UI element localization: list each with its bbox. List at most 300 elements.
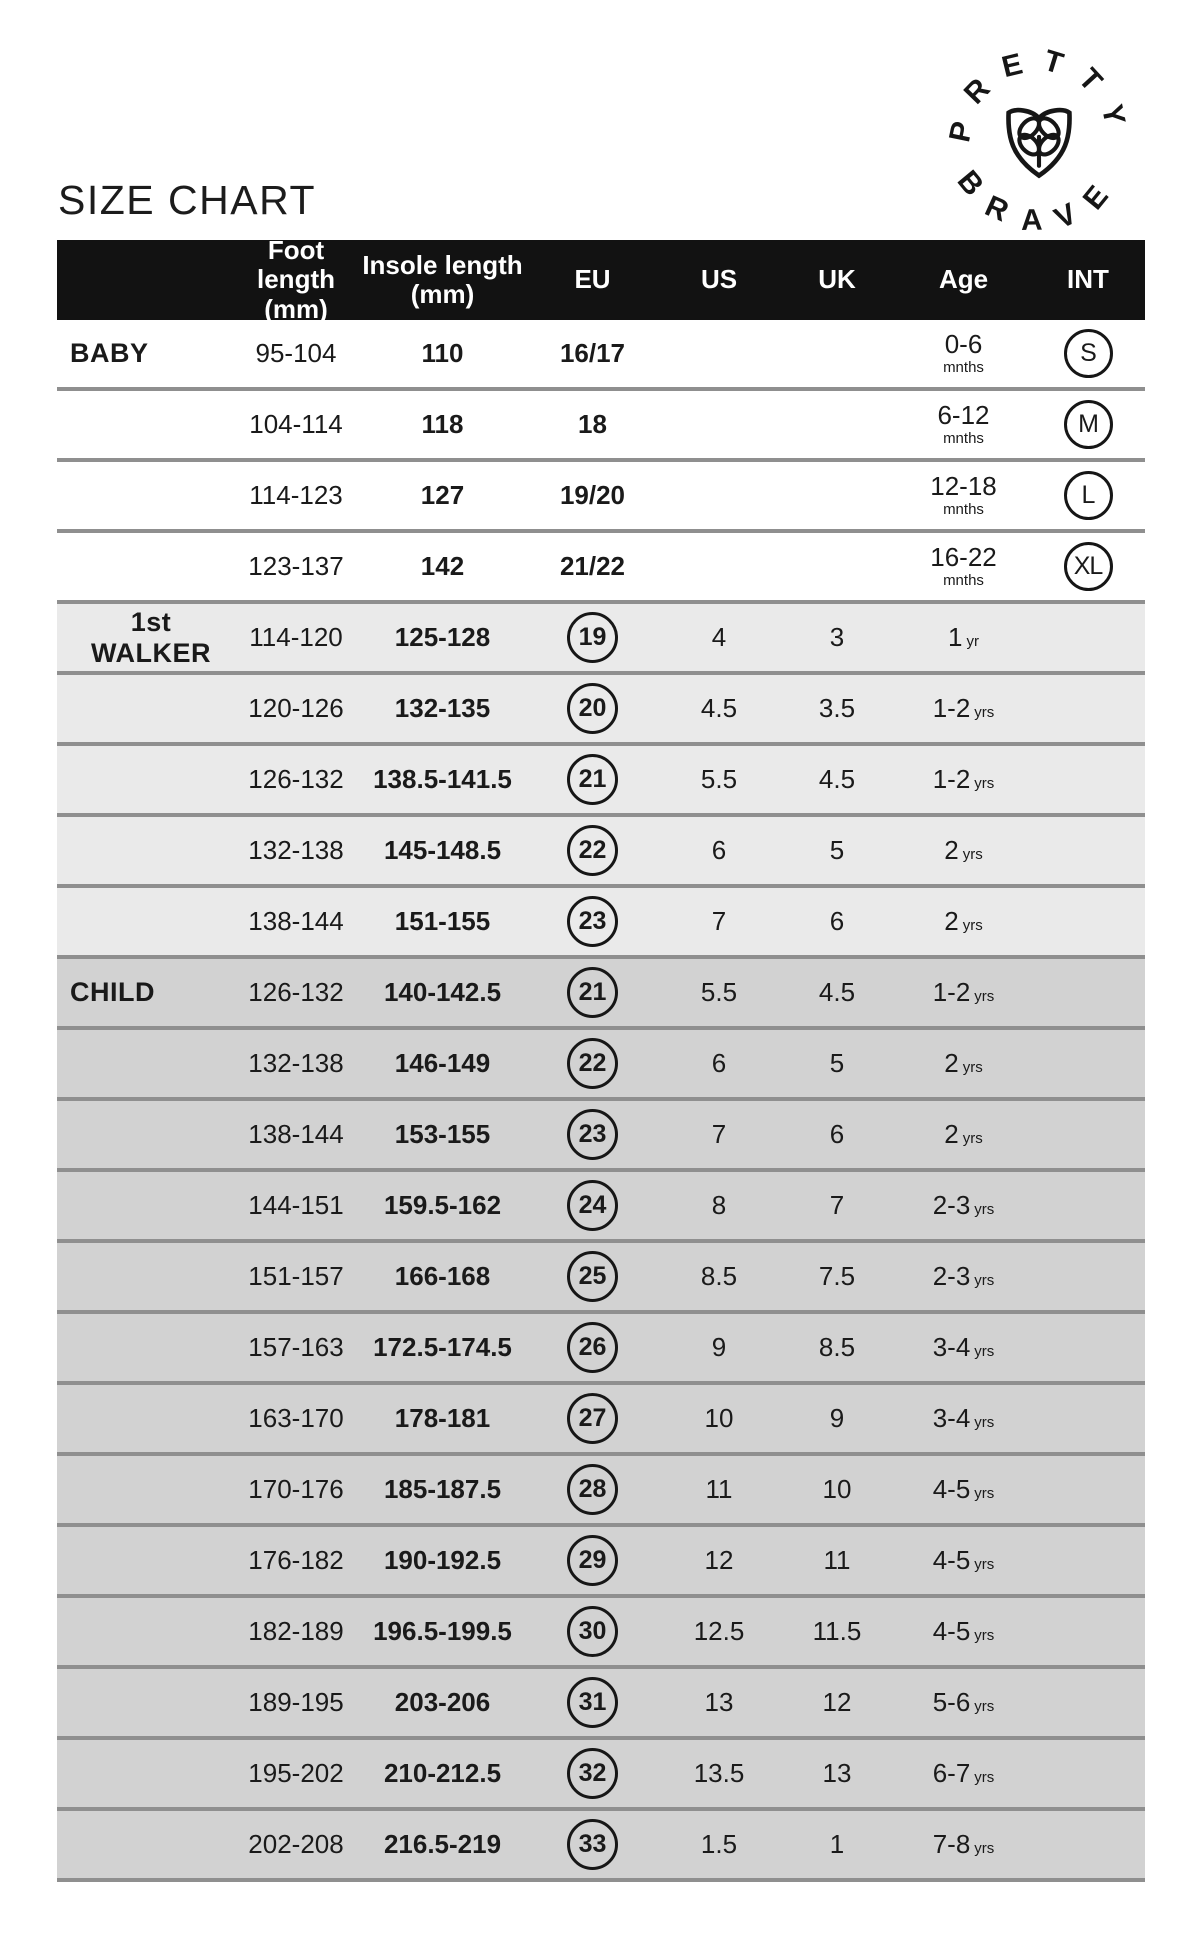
cell-uk-size: 12 — [822, 1687, 852, 1717]
cell-us-size: 1.5 — [700, 1829, 738, 1859]
cell-section-label — [57, 1030, 232, 1097]
cell-insole-length: 166-168 — [394, 1261, 491, 1291]
cell-uk-size — [778, 462, 896, 529]
cell-age — [896, 1243, 1031, 1310]
eu-size-circle: 21 — [567, 754, 618, 805]
cell-us-size — [660, 533, 778, 600]
cell-int-size — [1031, 1385, 1145, 1452]
cell-int-size — [1031, 675, 1145, 742]
cell-eu-size — [525, 1598, 660, 1665]
cell-us-size: 12 — [704, 1545, 734, 1575]
header-foot-length-line2: (mm) — [264, 293, 328, 324]
cell-insole-length: 159.5-162 — [383, 1190, 502, 1220]
cell-age — [896, 462, 1031, 529]
cell-foot-length: 126-132 — [248, 764, 344, 794]
cell-age — [896, 1598, 1031, 1665]
age-unit-label: yrs — [974, 1698, 995, 1715]
cell-insole-length: 203-206 — [394, 1687, 491, 1717]
cell-section-label — [57, 888, 232, 955]
eu-size-circle: 23 — [567, 1109, 618, 1160]
cell-insole-length: 151-155 — [394, 906, 491, 936]
cell-us-size: 4 — [711, 622, 727, 652]
cell-int-size — [1031, 462, 1145, 529]
size-row — [57, 1314, 1145, 1385]
cell-int-size — [1031, 1527, 1145, 1594]
cell-age — [896, 320, 1031, 387]
size-row — [57, 1030, 1145, 1101]
age-value — [944, 1119, 982, 1150]
age-number: 7-8 — [932, 1829, 971, 1859]
cell-age — [896, 533, 1031, 600]
age-number: 2 — [944, 906, 959, 936]
age-number: 4-5 — [932, 1616, 971, 1646]
eu-size-circle: 32 — [567, 1748, 618, 1799]
eu-size-text: 21/22 — [559, 551, 626, 581]
age-number: 1-2 — [932, 764, 971, 794]
cell-us-size: 9 — [711, 1332, 727, 1362]
cell-age — [896, 1030, 1031, 1097]
age-value — [937, 402, 989, 446]
size-row — [57, 1811, 1145, 1882]
age-value — [933, 1829, 995, 1860]
eu-size-circle: 31 — [567, 1677, 618, 1728]
age-value — [943, 331, 984, 375]
cell-section-label — [57, 1243, 232, 1310]
cell-section-label — [57, 1740, 232, 1807]
cell-eu-size — [525, 1669, 660, 1736]
cell-eu-size — [525, 391, 660, 458]
eu-size-circle: 23 — [567, 896, 618, 947]
age-unit-label: yr — [966, 633, 979, 650]
cell-eu-size — [525, 817, 660, 884]
cell-section-label: CHILD — [70, 977, 155, 1007]
age-number: 6-12 — [937, 400, 990, 431]
shield-flower-icon — [1008, 110, 1069, 175]
cell-eu-size — [525, 462, 660, 529]
eu-size-circle: 19 — [567, 612, 618, 663]
eu-size-circle: 27 — [567, 1393, 618, 1444]
cell-foot-length: 176-182 — [248, 1545, 344, 1575]
age-unit-label: yrs — [974, 704, 995, 721]
age-unit-label: yrs — [974, 1485, 995, 1502]
header-foot-length-line1: Foot length — [257, 235, 335, 295]
cell-age — [896, 888, 1031, 955]
cell-foot-length: 157-163 — [248, 1332, 344, 1362]
header-age: Age — [938, 264, 989, 295]
age-unit-label: yrs — [962, 1130, 983, 1147]
int-size-circle: M — [1064, 400, 1113, 449]
eu-size-text: 19/20 — [559, 480, 626, 510]
cell-int-size — [1031, 604, 1145, 671]
int-size-circle: L — [1064, 471, 1113, 520]
cell-uk-size: 8.5 — [818, 1332, 856, 1362]
cell-uk-size: 9 — [829, 1403, 845, 1433]
page-title: SIZE CHART — [58, 177, 316, 223]
cell-us-size — [660, 462, 778, 529]
age-number: 1 — [948, 622, 963, 652]
cell-us-size: 7 — [711, 1119, 727, 1149]
cell-age — [896, 1740, 1031, 1807]
cell-eu-size — [525, 1314, 660, 1381]
cell-eu-size — [525, 1243, 660, 1310]
age-value — [944, 835, 982, 866]
size-row — [57, 1172, 1145, 1243]
age-value — [948, 622, 979, 653]
eu-size-text: 16/17 — [559, 338, 626, 368]
cell-section-label — [57, 533, 232, 600]
cell-age — [896, 675, 1031, 742]
header-eu: EU — [574, 264, 611, 295]
size-row — [57, 1740, 1145, 1811]
size-row — [57, 675, 1145, 746]
header-uk: UK — [818, 264, 856, 295]
cell-section-label — [57, 1385, 232, 1452]
cell-age — [896, 604, 1031, 671]
cell-age — [896, 1172, 1031, 1239]
cell-us-size: 12.5 — [693, 1616, 745, 1646]
cell-eu-size — [525, 320, 660, 387]
size-row — [57, 1101, 1145, 1172]
cell-age — [896, 1811, 1031, 1878]
age-number: 2 — [944, 1119, 959, 1149]
cell-foot-length: 138-144 — [248, 1119, 344, 1149]
cell-eu-size — [525, 1030, 660, 1097]
cell-age — [896, 746, 1031, 813]
cell-uk-size: 3.5 — [818, 693, 856, 723]
cell-insole-length: 196.5-199.5 — [373, 1616, 512, 1646]
cell-int-size — [1031, 817, 1145, 884]
table-header-row — [57, 235, 1145, 324]
cell-age — [896, 1385, 1031, 1452]
age-number: 6-7 — [932, 1758, 971, 1788]
cell-us-size: 5.5 — [700, 764, 738, 794]
cell-us-size: 6 — [711, 835, 727, 865]
int-size-circle: S — [1064, 329, 1113, 378]
header-insole-length-line2: (mm) — [410, 279, 475, 309]
age-number: 4-5 — [932, 1545, 971, 1575]
eu-size-circle: 22 — [567, 825, 618, 876]
cell-insole-length: 142 — [420, 551, 465, 581]
cell-int-size — [1031, 888, 1145, 955]
age-unit-label: yrs — [974, 1414, 995, 1431]
logo-arc-bottom-text: BRAVE — [950, 164, 1128, 237]
age-unit-label: yrs — [974, 1272, 995, 1289]
age-value — [933, 1616, 995, 1647]
cell-insole-length: 153-155 — [394, 1119, 491, 1149]
cell-insole-length: 132-135 — [394, 693, 491, 723]
cell-int-size — [1031, 1243, 1145, 1310]
cell-insole-length: 118 — [421, 409, 464, 439]
cell-uk-size: 7.5 — [818, 1261, 856, 1291]
cell-foot-length: 120-126 — [248, 693, 344, 723]
age-value — [933, 977, 995, 1008]
cell-section-label — [57, 1101, 232, 1168]
header-insole-length-line1: Insole length — [362, 249, 523, 280]
size-row — [57, 746, 1145, 817]
cell-section-label — [57, 746, 232, 813]
cell-us-size — [660, 391, 778, 458]
size-row — [57, 320, 1145, 391]
header-foot-length — [232, 236, 360, 323]
size-row — [57, 533, 1145, 604]
cell-section-label — [57, 1172, 232, 1239]
cell-us-size — [660, 320, 778, 387]
eu-size-circle: 20 — [567, 683, 618, 734]
age-number: 0-6 — [944, 329, 983, 360]
age-unit-label: yrs — [974, 1840, 995, 1857]
cell-uk-size: 10 — [822, 1474, 852, 1504]
size-row — [57, 1669, 1145, 1740]
cell-int-size — [1031, 391, 1145, 458]
brand-logo — [936, 36, 1142, 242]
cell-eu-size — [525, 1527, 660, 1594]
cell-age — [896, 1527, 1031, 1594]
age-number: 4-5 — [932, 1474, 971, 1504]
cell-foot-length: 114-123 — [249, 480, 343, 510]
age-value — [933, 1332, 995, 1363]
cell-eu-size — [525, 1456, 660, 1523]
cell-uk-size: 11 — [823, 1545, 851, 1575]
age-number: 1-2 — [932, 693, 971, 723]
eu-size-circle: 33 — [567, 1819, 618, 1870]
cell-int-size — [1031, 320, 1145, 387]
cell-us-size: 8 — [711, 1190, 727, 1220]
cell-foot-length: 189-195 — [248, 1687, 344, 1717]
age-value — [933, 1403, 995, 1434]
cell-foot-length: 123-137 — [248, 551, 344, 581]
age-number: 16-22 — [930, 542, 997, 573]
age-unit-label: yrs — [962, 917, 983, 934]
cell-section-label — [57, 1669, 232, 1736]
cell-us-size: 4.5 — [700, 693, 738, 723]
cell-eu-size — [525, 1101, 660, 1168]
cell-uk-size — [778, 391, 896, 458]
cell-us-size: 5.5 — [700, 977, 738, 1007]
age-unit-label: yrs — [962, 846, 983, 863]
cell-section-label: BABY — [70, 338, 149, 368]
age-unit-label: yrs — [974, 1343, 995, 1360]
cell-int-size — [1031, 533, 1145, 600]
cell-section-label — [57, 1811, 232, 1878]
cell-age — [896, 1314, 1031, 1381]
age-unit-label: yrs — [974, 1556, 995, 1573]
cell-eu-size — [525, 604, 660, 671]
cell-us-size: 10 — [704, 1403, 734, 1433]
cell-age — [896, 959, 1031, 1026]
size-row — [57, 1598, 1145, 1669]
age-value — [933, 1687, 995, 1718]
cell-eu-size — [525, 1172, 660, 1239]
cell-int-size — [1031, 1669, 1145, 1736]
cell-uk-size: 1 — [829, 1829, 845, 1859]
size-row — [57, 1527, 1145, 1598]
cell-us-size: 11 — [705, 1474, 733, 1504]
cell-insole-length: 146-149 — [394, 1048, 491, 1078]
cell-insole-length: 185-187.5 — [383, 1474, 502, 1504]
header-insole-length — [360, 251, 525, 309]
age-number: 3-4 — [932, 1332, 971, 1362]
cell-age — [896, 391, 1031, 458]
logo-arc-top-text: PRETTY — [943, 43, 1135, 145]
size-row — [57, 959, 1145, 1030]
cell-us-size: 13 — [704, 1687, 734, 1717]
cell-foot-length: 195-202 — [248, 1758, 344, 1788]
header-int: INT — [1067, 264, 1109, 295]
cell-uk-size: 6 — [829, 906, 845, 936]
size-row — [57, 462, 1145, 533]
eu-size-circle: 26 — [567, 1322, 618, 1373]
cell-section-label — [57, 1314, 232, 1381]
cell-uk-size: 5 — [829, 1048, 845, 1078]
eu-size-circle: 30 — [567, 1606, 618, 1657]
cell-uk-size: 11.5 — [812, 1616, 862, 1646]
cell-int-size — [1031, 1030, 1145, 1097]
age-number: 5-6 — [932, 1687, 971, 1717]
cell-eu-size — [525, 1385, 660, 1452]
cell-int-size — [1031, 1456, 1145, 1523]
cell-int-size — [1031, 959, 1145, 1026]
cell-uk-size: 4.5 — [818, 977, 856, 1007]
age-value — [933, 693, 995, 724]
size-chart-table — [57, 235, 1145, 1882]
cell-eu-size — [525, 675, 660, 742]
size-row — [57, 1456, 1145, 1527]
cell-insole-length: 178-181 — [394, 1403, 491, 1433]
cell-foot-length: 151-157 — [248, 1261, 344, 1291]
cell-uk-size — [778, 320, 896, 387]
cell-section-label — [57, 675, 232, 742]
cell-foot-length: 144-151 — [248, 1190, 344, 1220]
cell-int-size — [1031, 1740, 1145, 1807]
age-number: 1-2 — [932, 977, 971, 1007]
cell-us-size: 8.5 — [700, 1261, 738, 1291]
age-number: 3-4 — [932, 1403, 971, 1433]
cell-insole-length: 125-128 — [394, 622, 491, 652]
age-number: 2 — [944, 835, 959, 865]
age-unit-label: yrs — [974, 775, 995, 792]
cell-age — [896, 1456, 1031, 1523]
cell-foot-length: 132-138 — [248, 835, 344, 865]
age-number: 2 — [944, 1048, 959, 1078]
eu-size-circle: 25 — [567, 1251, 618, 1302]
age-unit-label: yrs — [974, 1769, 995, 1786]
age-unit-label: yrs — [974, 1627, 995, 1644]
eu-size-circle: 22 — [567, 1038, 618, 1089]
cell-section-label — [57, 462, 232, 529]
eu-size-text: 18 — [578, 409, 607, 439]
age-unit-label: yrs — [962, 1059, 983, 1076]
cell-eu-size — [525, 1811, 660, 1878]
cell-foot-length: 132-138 — [248, 1048, 344, 1078]
age-number: 2-3 — [932, 1261, 971, 1291]
cell-uk-size: 7 — [829, 1190, 845, 1220]
age-value — [933, 1545, 995, 1576]
size-row — [57, 1243, 1145, 1314]
cell-uk-size: 4.5 — [818, 764, 856, 794]
age-value — [933, 764, 995, 795]
cell-foot-length: 202-208 — [248, 1829, 344, 1859]
cell-us-size: 6 — [711, 1048, 727, 1078]
age-value — [930, 473, 997, 517]
header-us: US — [700, 264, 738, 295]
cell-uk-size: 3 — [829, 622, 845, 652]
cell-int-size — [1031, 1598, 1145, 1665]
cell-eu-size — [525, 746, 660, 813]
cell-us-size: 13.5 — [693, 1758, 745, 1788]
cell-foot-length: 104-114 — [249, 409, 343, 439]
age-unit-label: yrs — [974, 988, 995, 1005]
cell-uk-size — [778, 533, 896, 600]
size-row — [57, 817, 1145, 888]
cell-eu-size — [525, 533, 660, 600]
age-value — [944, 906, 982, 937]
cell-insole-length: 127 — [420, 480, 465, 510]
age-unit-label: yrs — [974, 1201, 995, 1218]
cell-insole-length: 145-148.5 — [383, 835, 502, 865]
cell-age — [896, 817, 1031, 884]
int-size-circle: XL — [1064, 542, 1113, 591]
age-value — [930, 544, 997, 588]
cell-foot-length: 114-120 — [249, 622, 343, 652]
age-number: 2-3 — [932, 1190, 971, 1220]
cell-insole-length: 110 — [421, 338, 464, 368]
age-unit-label: mnths — [943, 358, 984, 376]
cell-insole-length: 210-212.5 — [383, 1758, 502, 1788]
eu-size-circle: 29 — [567, 1535, 618, 1586]
cell-section-label: 1st WALKER — [91, 606, 211, 668]
cell-int-size — [1031, 1101, 1145, 1168]
cell-insole-length: 172.5-174.5 — [373, 1332, 512, 1362]
age-value — [933, 1261, 995, 1292]
age-value — [944, 1048, 982, 1079]
age-value — [933, 1474, 995, 1505]
eu-size-circle: 28 — [567, 1464, 618, 1515]
cell-section-label — [57, 1456, 232, 1523]
cell-eu-size — [525, 959, 660, 1026]
cell-age — [896, 1669, 1031, 1736]
size-row — [57, 391, 1145, 462]
cell-section-label — [57, 1527, 232, 1594]
cell-uk-size: 5 — [829, 835, 845, 865]
cell-foot-length: 170-176 — [248, 1474, 344, 1504]
age-unit-label: mnths — [943, 500, 984, 518]
cell-insole-length: 140-142.5 — [383, 977, 502, 1007]
cell-section-label — [57, 391, 232, 458]
size-row — [57, 888, 1145, 959]
age-value — [933, 1758, 995, 1789]
cell-foot-length: 126-132 — [248, 977, 344, 1007]
cell-foot-length: 163-170 — [248, 1403, 344, 1433]
cell-uk-size: 6 — [829, 1119, 845, 1149]
cell-int-size — [1031, 746, 1145, 813]
eu-size-circle: 21 — [567, 967, 618, 1018]
eu-size-circle: 24 — [567, 1180, 618, 1231]
cell-int-size — [1031, 1314, 1145, 1381]
cell-foot-length: 138-144 — [248, 906, 344, 936]
age-number: 12-18 — [930, 471, 997, 502]
cell-eu-size — [525, 1740, 660, 1807]
cell-section-label — [57, 1598, 232, 1665]
cell-insole-length: 138.5-141.5 — [373, 764, 512, 794]
size-table-body — [57, 320, 1145, 1882]
cell-insole-length: 190-192.5 — [383, 1545, 502, 1575]
cell-us-size: 7 — [711, 906, 727, 936]
cell-int-size — [1031, 1172, 1145, 1239]
cell-age — [896, 1101, 1031, 1168]
size-row — [57, 604, 1145, 675]
age-unit-label: mnths — [943, 429, 984, 447]
cell-eu-size — [525, 888, 660, 955]
